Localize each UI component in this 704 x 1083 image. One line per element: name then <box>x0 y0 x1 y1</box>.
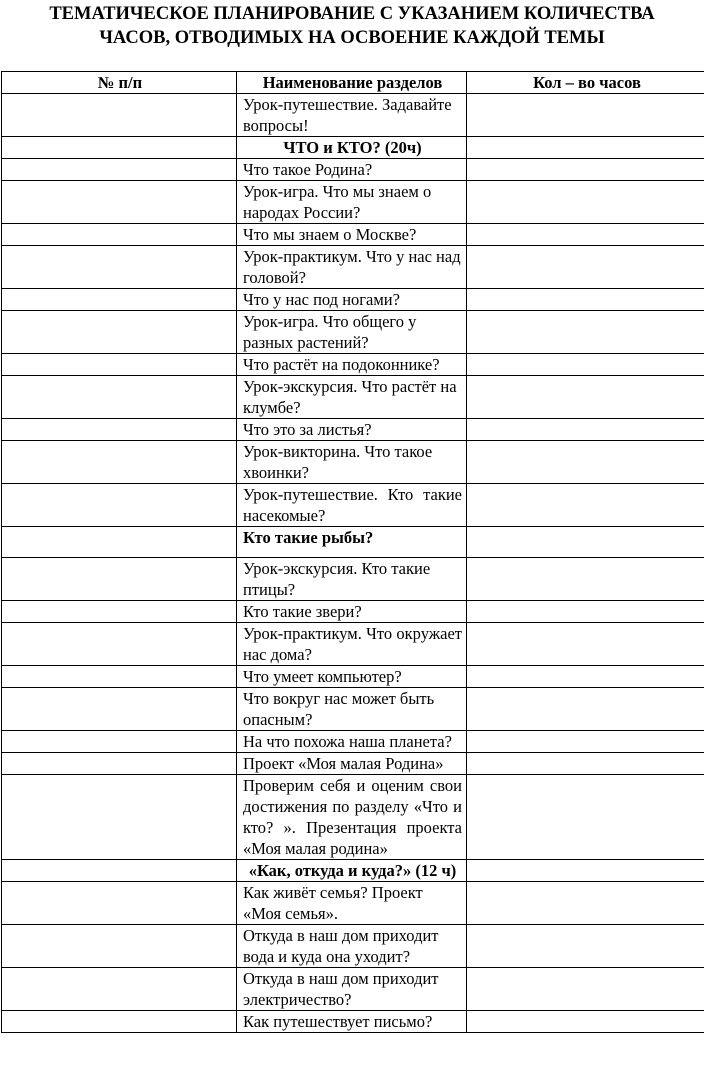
hours-cell <box>467 159 704 181</box>
table-row <box>2 527 704 558</box>
row-number-cell <box>2 623 237 666</box>
hours-cell <box>467 419 704 441</box>
table-row <box>2 666 704 688</box>
hours-cell <box>467 666 704 688</box>
hours-cell <box>467 925 704 968</box>
table-row <box>2 181 704 224</box>
row-number-cell <box>2 925 237 968</box>
table-row <box>2 311 704 354</box>
row-number-cell <box>2 289 237 311</box>
hours-cell <box>467 441 704 484</box>
lesson-name-cell: Что мы знаем о Москве? <box>237 224 467 246</box>
table-row <box>2 968 704 1011</box>
lesson-name-cell: Что умеет компьютер? <box>237 666 467 688</box>
hours-cell <box>467 289 704 311</box>
lesson-name-cell: Что это за листья? <box>237 419 467 441</box>
table-row <box>2 925 704 968</box>
table-body <box>2 94 704 1033</box>
row-number-cell <box>2 558 237 601</box>
table-row <box>2 882 704 925</box>
row-number-cell <box>2 419 237 441</box>
lesson-name-cell: Урок-экскурсия. Что растёт на клумбе? <box>237 376 467 419</box>
row-number-cell <box>2 376 237 419</box>
table-row <box>2 289 704 311</box>
row-number-cell <box>2 527 237 558</box>
table-row <box>2 224 704 246</box>
lesson-name-cell: Проверим себя и оценим свои достижения по разделу «Что и кто? ». Презентация проекта «Моя малая родина» <box>237 775 467 860</box>
table-row <box>2 246 704 289</box>
hours-cell <box>467 882 704 925</box>
section-heading-cell: ЧТО и КТО? (20ч) <box>237 137 467 159</box>
row-number-cell <box>2 688 237 731</box>
table-row <box>2 688 704 731</box>
lesson-name-cell: Как путешествует письмо? <box>237 1011 467 1033</box>
hours-cell <box>467 968 704 1011</box>
table-row <box>2 775 704 860</box>
lesson-name-cell: Откуда в наш дом приходит вода и куда она уходит? <box>237 925 467 968</box>
table-row <box>2 601 704 623</box>
lesson-name-cell: Откуда в наш дом приходит электричество? <box>237 968 467 1011</box>
lesson-name-cell: Что такое Родина? <box>237 159 467 181</box>
hours-cell <box>467 224 704 246</box>
hours-cell <box>467 137 704 159</box>
lesson-name-cell: Урок-игра. Что мы знаем о народах России? <box>237 181 467 224</box>
hours-cell <box>467 354 704 376</box>
row-number-cell <box>2 159 237 181</box>
table-row <box>2 441 704 484</box>
table-row <box>2 94 704 137</box>
hours-cell <box>467 601 704 623</box>
row-number-cell <box>2 1011 237 1033</box>
table-row <box>2 354 704 376</box>
header-number: № п/п <box>2 72 237 94</box>
table-row <box>2 623 704 666</box>
table-row <box>2 1011 704 1033</box>
row-number-cell <box>2 666 237 688</box>
hours-cell <box>467 688 704 731</box>
lesson-name-cell: Как живёт семья? Проект «Моя семья». <box>237 882 467 925</box>
hours-cell <box>467 527 704 558</box>
row-number-cell <box>2 968 237 1011</box>
row-number-cell <box>2 601 237 623</box>
hours-cell <box>467 311 704 354</box>
lesson-name-cell: Урок-путешествие. Задавайте вопросы! <box>237 94 467 137</box>
hours-cell <box>467 860 704 882</box>
row-number-cell <box>2 246 237 289</box>
row-number-cell <box>2 181 237 224</box>
header-hours: Кол – во часов <box>467 72 704 94</box>
row-number-cell <box>2 882 237 925</box>
header-section-name: Наименование разделов <box>237 72 467 94</box>
table-row <box>2 137 704 159</box>
lesson-name-cell: На что похожа наша планета? <box>237 731 467 753</box>
page-title <box>0 2 704 50</box>
row-number-cell <box>2 753 237 775</box>
table-row <box>2 419 704 441</box>
lesson-name-cell: Проект «Моя малая Родина» <box>237 753 467 775</box>
table-row <box>2 731 704 753</box>
row-number-cell <box>2 94 237 137</box>
table-row <box>2 484 704 527</box>
title-line-2: ЧАСОВ, ОТВОДИМЫХ НА ОСВОЕНИЕ КАЖДОЙ ТЕМЫ <box>99 28 605 48</box>
row-number-cell <box>2 354 237 376</box>
hours-cell <box>467 623 704 666</box>
table-row <box>2 860 704 882</box>
thematic-plan-table <box>1 71 704 1033</box>
hours-cell <box>467 94 704 137</box>
table-header-row <box>2 72 704 94</box>
row-number-cell <box>2 775 237 860</box>
row-number-cell <box>2 137 237 159</box>
row-number-cell <box>2 484 237 527</box>
row-number-cell <box>2 860 237 882</box>
hours-cell <box>467 246 704 289</box>
lesson-name-cell: Что растёт на подоконнике? <box>237 354 467 376</box>
hours-cell <box>467 484 704 527</box>
table-row <box>2 753 704 775</box>
lesson-name-cell: Что вокруг нас может быть опасным? <box>237 688 467 731</box>
lesson-name-cell: Урок-экскурсия. Кто такие птицы? <box>237 558 467 601</box>
hours-cell <box>467 731 704 753</box>
table-row <box>2 376 704 419</box>
hours-cell <box>467 753 704 775</box>
lesson-name-cell: Урок-викторина. Что такое хвоинки? <box>237 441 467 484</box>
lesson-name-cell: Что у нас под ногами? <box>237 289 467 311</box>
lesson-name-cell: Урок-игра. Что общего у разных растений? <box>237 311 467 354</box>
lesson-name-cell: Кто такие звери? <box>237 601 467 623</box>
hours-cell <box>467 181 704 224</box>
row-number-cell <box>2 441 237 484</box>
row-number-cell <box>2 311 237 354</box>
section-heading-cell: «Как, откуда и куда?» (12 ч) <box>237 860 467 882</box>
hours-cell <box>467 558 704 601</box>
lesson-name-cell: Кто такие рыбы? <box>237 527 467 558</box>
table-row <box>2 558 704 601</box>
hours-cell <box>467 1011 704 1033</box>
lesson-name-cell: Урок-практикум. Что окружает нас дома? <box>237 623 467 666</box>
hours-cell <box>467 376 704 419</box>
lesson-name-cell: Урок-путешествие. Кто такие насекомые? <box>237 484 467 527</box>
lesson-name-cell: Урок-практикум. Что у нас над головой? <box>237 246 467 289</box>
row-number-cell <box>2 731 237 753</box>
title-line-1: ТЕМАТИЧЕСКОЕ ПЛАНИРОВАНИЕ С УКАЗАНИЕМ КОЛИЧЕСТВА <box>49 4 655 24</box>
row-number-cell <box>2 224 237 246</box>
hours-cell <box>467 775 704 860</box>
table-row <box>2 159 704 181</box>
